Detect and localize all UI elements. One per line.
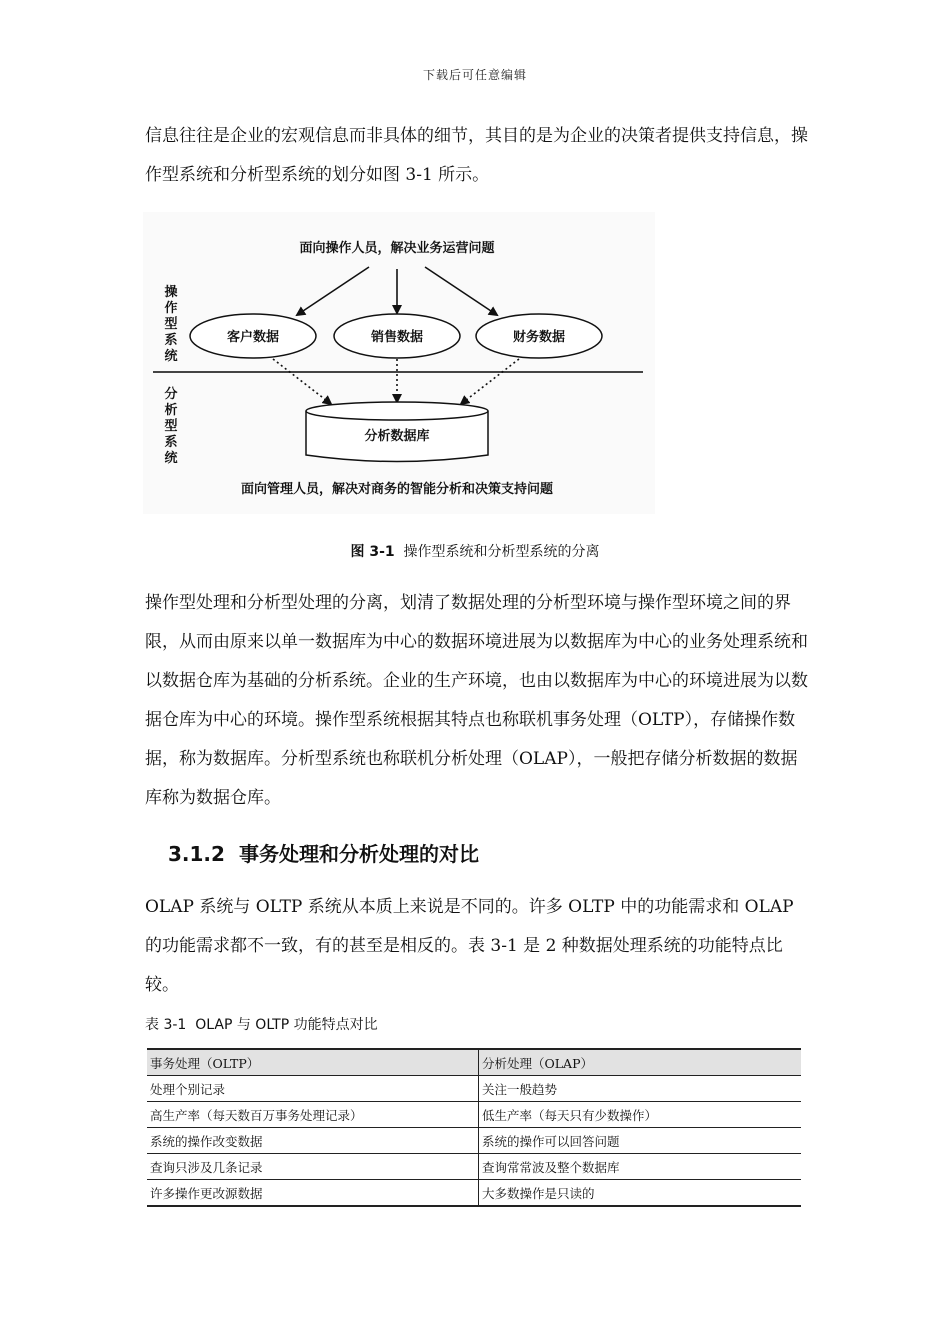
figure-caption-text: 操作型系统和分析型系统的分离 — [403, 544, 600, 560]
page-header-note: 下载后可任意编辑 — [422, 68, 527, 82]
arrow-to-finance — [425, 267, 497, 315]
paragraph-compare: OLAP 系统与 OLTP 系统从本质上来说是不同的。许多 OLTP 中的功能需求和 OLAP 的功能需求都不一致，有的甚至是相反的。表 3-1 是 2 种数据处理系统的功能特点比较。 — [145, 897, 794, 995]
comparison-table — [147, 1048, 801, 1207]
table-cell-olap: 查询常常波及整个数据库 — [479, 1154, 802, 1180]
table-row — [147, 1180, 801, 1207]
section-title: 事务处理和分析处理的对比 — [238, 842, 479, 866]
left-label-bottom-char: 系 — [164, 435, 178, 450]
table-header-oltp: 事务处理（OLTP） — [147, 1049, 479, 1076]
figure-top-label: 面向操作人员，解决业务运营问题 — [299, 241, 495, 256]
left-label-bottom-char: 析 — [164, 403, 178, 418]
left-label-top-char: 系 — [164, 333, 178, 348]
figure-bottom-label: 面向管理人员，解决对商务的智能分析和决策支持问题 — [240, 482, 554, 497]
table-cell-olap: 低生产率（每天只有少数操作） — [479, 1102, 802, 1128]
table-cell-oltp: 高生产率（每天数百万事务处理记录） — [147, 1102, 479, 1128]
arrow-to-customer — [297, 267, 369, 315]
table-caption-text: OLAP 与 OLTP 功能特点对比 — [195, 1017, 378, 1033]
ellipse-label-customer: 客户数据 — [226, 330, 280, 345]
section-number: 3.1.2 — [168, 842, 225, 866]
left-label-bottom-char: 统 — [164, 451, 178, 466]
table-row — [147, 1102, 801, 1128]
left-label-bottom-char: 分 — [164, 387, 178, 402]
table-cell-olap: 关注一般趋势 — [479, 1076, 802, 1102]
table-header-olap: 分析处理（OLAP） — [479, 1049, 802, 1076]
left-label-top-char: 操 — [164, 285, 178, 300]
table-caption — [145, 1014, 378, 1034]
database-label: 分析数据库 — [364, 429, 430, 444]
table-cell-olap: 大多数操作是只读的 — [479, 1180, 802, 1207]
table-cell-oltp: 许多操作更改源数据 — [147, 1180, 479, 1207]
table-row — [147, 1076, 801, 1102]
dotted-arrow-customer — [273, 359, 331, 404]
paragraph-separation: 操作型处理和分析型处理的分离，划清了数据处理的分析型环境与操作型环境之间的界限，从而由原来以单一数据库为中心的数据环境进展为以数据库为中心的业务处理系统和以数据仓库为基础的分析系统。企业的生产环境，也由以数据库为中心的环境进展为以数据仓库为中心的环境。操作型系统根据其特点也称联机事务处理（OLTP），存储操作数据，称为数据库。分析型系统也称联机分析处理（OLAP），一般把存储分析数据的数据库称为数据仓库。 — [145, 593, 808, 808]
left-label-top-char: 作 — [164, 301, 178, 316]
ellipse-label-sales: 销售数据 — [370, 330, 424, 345]
dotted-arrow-finance — [461, 359, 519, 404]
table-row — [147, 1154, 801, 1180]
left-label-bottom-char: 型 — [164, 419, 178, 434]
figure-caption — [0, 541, 950, 561]
section-heading — [168, 838, 479, 867]
left-label-top-char: 统 — [164, 349, 178, 364]
paragraph-intro: 信息往往是企业的宏观信息而非具体的细节，其目的是为企业的决策者提供支持信息，操作型系统和分析型系统的划分如图 3-1 所示。 — [145, 126, 808, 185]
table-cell-oltp: 查询只涉及几条记录 — [147, 1154, 479, 1180]
figure-left-label-bottom — [164, 386, 177, 466]
left-label-top-char: 型 — [164, 317, 178, 332]
table-row — [147, 1128, 801, 1154]
table-cell-oltp: 处理个别记录 — [147, 1076, 479, 1102]
ellipse-label-finance: 财务数据 — [512, 330, 566, 345]
figure-caption-number: 图 3-1 — [350, 544, 395, 560]
table-caption-number: 表 3-1 — [145, 1017, 187, 1033]
figure-left-label-top — [164, 284, 177, 364]
table-cell-oltp: 系统的操作改变数据 — [147, 1128, 479, 1154]
table-header-row — [147, 1049, 801, 1076]
figure-3-1 — [143, 212, 655, 514]
table-cell-olap: 系统的操作可以回答问题 — [479, 1128, 802, 1154]
